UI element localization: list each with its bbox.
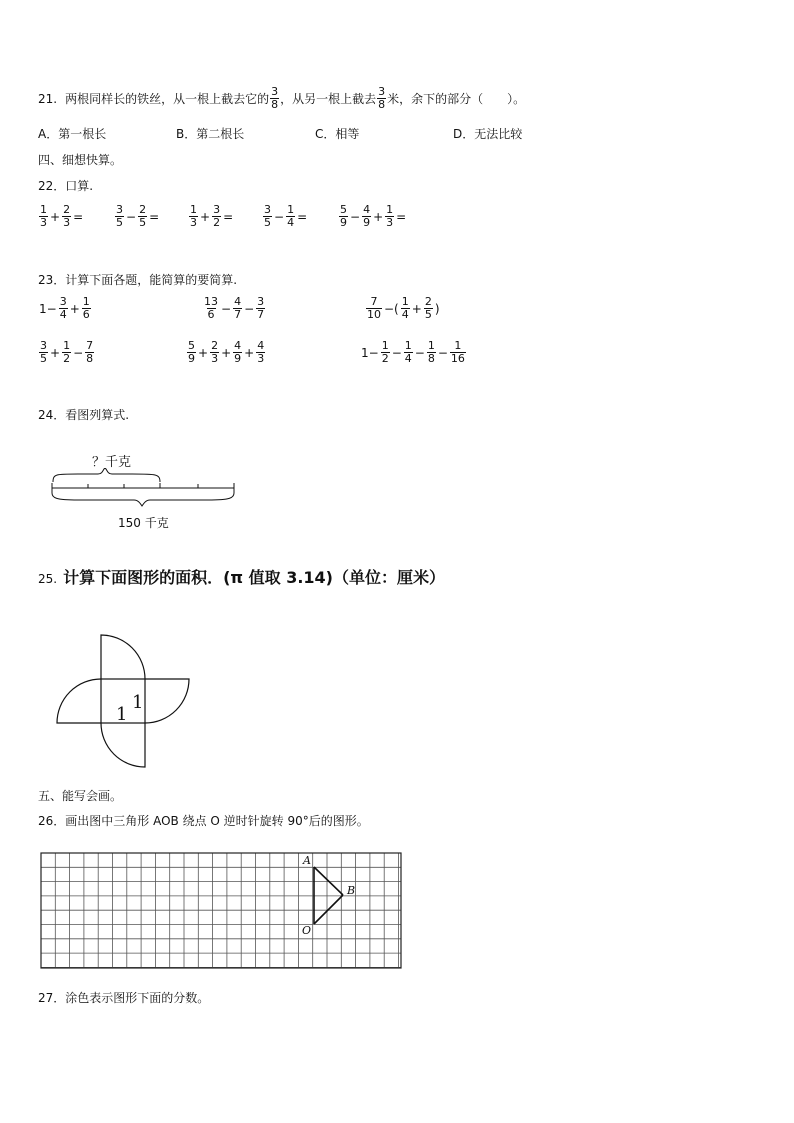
q21-text-2: ，从另一根上截去 (280, 92, 377, 106)
q25-right-semicircle (145, 679, 189, 723)
q24-bottom-label: 150 千克 (118, 516, 169, 530)
q22-title: 22．口算. (38, 179, 94, 193)
q24-title: 24．看图列算式. (38, 408, 130, 422)
q26-label-b: B (347, 884, 356, 897)
q25-label-2: 1 (132, 692, 144, 713)
q21-option-d: D．无法比较 (453, 127, 523, 141)
q24-bottom-brace (52, 493, 234, 506)
q22-expression-2: $\frac{3}{5}$ − $\frac{2}{5}$ = (116, 203, 160, 229)
q21-option-c: C．相等 (315, 127, 360, 141)
q25-heading (38, 565, 445, 588)
q25-pinwheel-figure (50, 628, 196, 772)
q23-expression-r1c: $\frac{7}{10}$ −( $\frac{1}{4}$ + $\frac{2}{5}$ ) (367, 295, 440, 321)
q23-expression-r2a: $\frac{3}{5}$ + $\frac{1}{2}$ − $\frac{7}{8}$ (40, 339, 94, 365)
q25-left-semicircle (57, 679, 101, 723)
q24-top-brace (53, 468, 160, 482)
section-5-heading: 五、能写会画。 (38, 789, 123, 803)
q21-option-b: B．第二根长 (176, 127, 245, 141)
q22-expression-4: $\frac{3}{5}$ − $\frac{1}{4}$ = (264, 203, 308, 229)
q21-option-a: A．第一根长 (38, 127, 107, 141)
q23-expression-r2b: $\frac{5}{9}$ + $\frac{2}{3}$ + $\frac{4}{9}$ + $\frac{4}{3}$ (188, 339, 265, 365)
q22-expression-1: $\frac{1}{3}$ + $\frac{2}{3}$ = (40, 203, 84, 229)
q26-title: 26．画出图中三角形 AOB 绕点 O 逆时针旋转 90°后的图形。 (38, 814, 369, 828)
q22-expression-5: $\frac{5}{9}$ − $\frac{4}{9}$ + $\frac{1}{3}$ = (340, 203, 407, 229)
q24-bar-diagram (48, 468, 240, 510)
q23-title: 23．计算下面各题，能简算的要简算. (38, 273, 238, 287)
q25-title: 计算下面图形的面积．(π 值取 3.14)（单位：厘米） (63, 568, 445, 587)
q26-label-a: A (303, 854, 311, 867)
q21-number: 21. (38, 91, 58, 106)
q25-label-1: 1 (116, 704, 128, 725)
q25-bottom-semicircle (101, 723, 145, 767)
q22-expression-3: $\frac{1}{3}$ + $\frac{3}{2}$ = (190, 203, 234, 229)
q25-top-semicircle (101, 635, 145, 679)
q26-grid (40, 852, 402, 970)
q23-expression-r1b: $\frac{13}{6}$ − $\frac{4}{7}$ − $\frac{3}{7}$ (204, 295, 265, 321)
q26-label-o: O (302, 924, 312, 937)
q27-title: 27．涂色表示图形下面的分数。 (38, 991, 210, 1005)
q24-top-label: ？千克 (92, 455, 132, 470)
q21-fraction-2: $\frac{3}{8}$ (378, 85, 386, 111)
q21-fraction-1: $\frac{3}{8}$ (271, 85, 279, 111)
q23-expression-r1a: 1− $\frac{3}{4}$ + $\frac{1}{6}$ (39, 295, 90, 321)
q21-text-1: 两根同样长的铁丝，从一根上截去它的 (65, 92, 270, 106)
q23-expression-r2c: 1− $\frac{1}{2}$ − $\frac{1}{4}$ − $\frac{1}{8}$ − $\frac{1}{16}$ (361, 339, 465, 365)
section-4-heading: 四、细想快算。 (38, 153, 123, 167)
q21-stem (38, 86, 525, 111)
q21-text-3: 米，余下的部分（ ）。 (387, 92, 526, 106)
q25-number: 25. (38, 572, 58, 586)
